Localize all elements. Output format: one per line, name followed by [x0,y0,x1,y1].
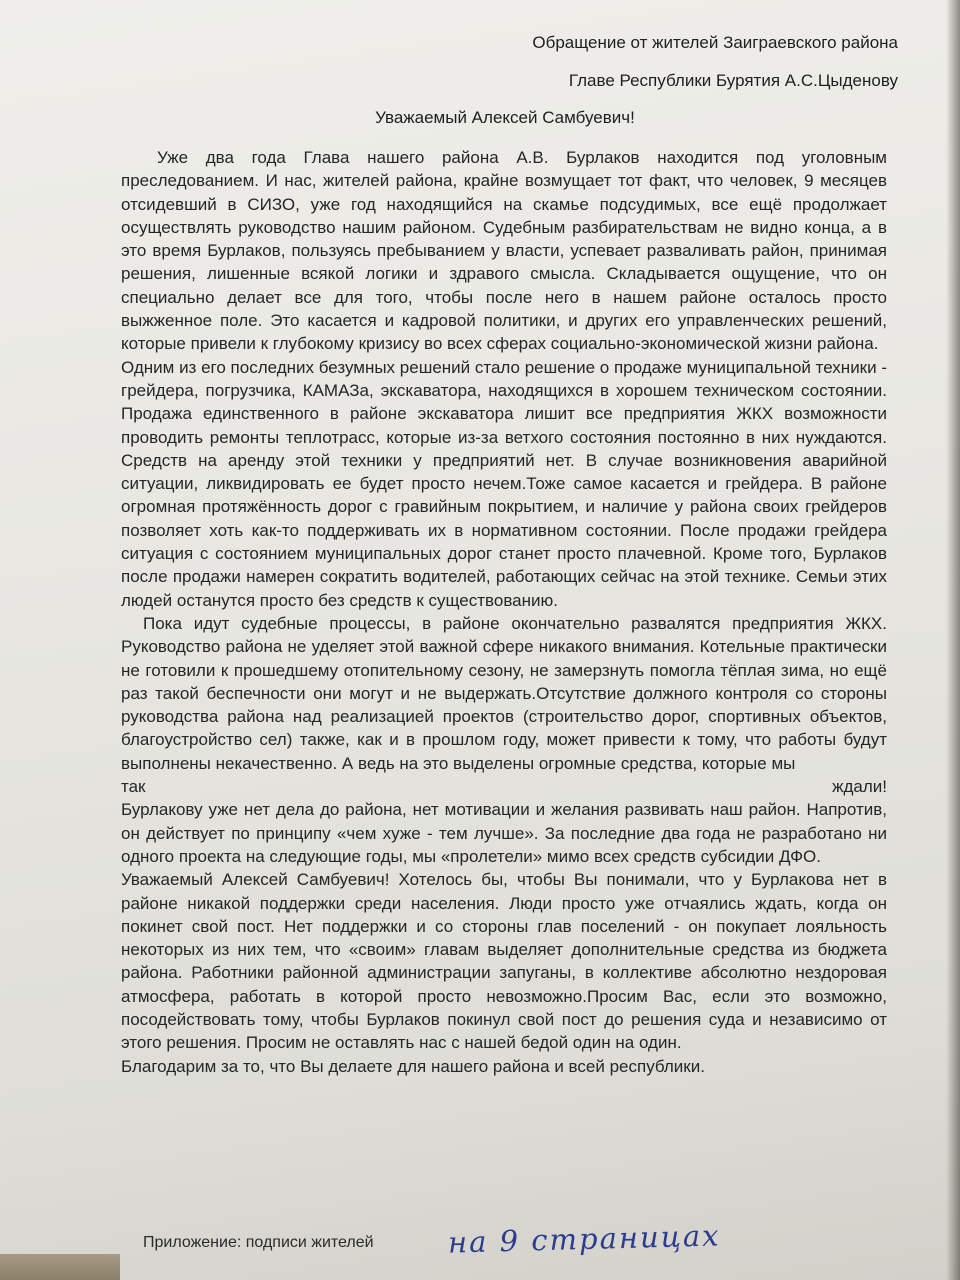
body-paragraph: Уважаемый Алексей Самбуевич! Хотелось бы, чтобы Вы понимали, что у Бурлакова нет в районе никакой поддержки среди населения. Люди просто уже отчаялись ждать, когда он покинет свой пост. Нет поддержки и со стороны глав поселений - он покупает лояльность некоторых из них тем, что «своим» главам выделяет дополнительные средства из бюджета района. Работники районной администрации запуганы, в коллективе абсолютно нездоровая атмосфера, работать в которой просто невозможно.Просим Вас, если это возможно, посодействовать тому, чтобы Бурлаков покинул свой пост до решения суда и независимо от этого решения. Просим не оставлять нас с нашей бедой один на один. [121,870,887,1053]
handwritten-note: на 9 страницах [447,1218,721,1260]
line-left-word: так [121,777,146,797]
line-right-word: ждали! [832,777,887,797]
justified-line [121,775,887,798]
page-edge-shadow [946,0,960,1280]
letter-salutation: Уважаемый Алексей Самбуевич! [375,108,635,127]
body-paragraph: Пока идут судебные процессы, в районе окончательно развалятся предприятия ЖКХ. Руководство района не уделяет этой важной сфере никакого внимания. Котельные практически не готовили к прошедшему отопительному сезону, не замерзнуть помогла тёплая зима, но ещё раз такой беспечности они могут и не выдержать.Отсутствие должного контроля со стороны руководства района над реализацией проектов (строительство дорог, спортивных объектов, благоустройство сел) также, как и в прошлом году, может привести к тому, что работы будут выполнены некачественно. А ведь на это выделены огромные средства, которые мы [121,613,887,773]
body-paragraph: Одним из его последних безумных решений стало решение о продаже муниципальной техники - грейдера, погрузчика, КАМАЗа, экскаватора, находящихся в хорошем техническом состоянии. Продажа единственного в районе экскаватора лишит все предприятия ЖКХ возможности проводить ремонты теплотрасс, которые из-за ветхого состояния постоянно в них нуждаются. Средств на аренду этой техники у предприятий нет. В случае возникновения аварийной ситуации, ликвидировать ее будет просто нечем.Тоже самое касается и грейдера. В районе огромная протяжённость дорог с гравийным покрытием, и наличие у района своих грейдеров позволяет хоть как-то поддерживать их в нормативном состоянии. После продажи грейдера ситуация с состоянием муниципальных дорог станет просто плачевной. Кроме того, Бурлаков после продажи намерен сократить водителей, работающих сейчас на этой технике. Семьи этих людей останутся просто без средств к существованию. [121,357,888,610]
letter-header-to: Главе Республики Бурятия А.С.Цыденову [568,71,898,90]
letter-body [121,146,887,1078]
letter-header-from: Обращение от жителей Заиграевского района [532,33,898,52]
body-paragraph: Уже два года Глава нашего района А.В. Бурлаков находится под уголовным преследованием. И нас, жителей района, крайне возмущает тот факт, что человек, 9 месяцев отсидевший в СИЗО, уже год находящийся на скамье подсудимых, все ещё продолжает осуществлять руководство нашим районом. Судебным разбирательствам не видно конца, а в это время Бурлаков, пользуясь пребыванием у власти, успевает разваливать район, принимая решения, лишенные всякой логики и здравого смысла. Складывается ощущение, что он специально делает все для того, чтобы после него в нашем районе осталось просто выжженное поле. Это касается и кадровой политики, и других его управленческих решений, которые привели к глубокому кризису во всех сферах социально-экономической жизни района. [121,148,887,354]
appendix-label: Приложение: подписи жителей [143,1234,374,1251]
closing-paragraph: Благодарим за то, что Вы делаете для нашего района и всей республики. [121,1056,705,1076]
body-paragraph: Бурлакову уже нет дела до района, нет мотивации и желания развивать наш район. Напротив, он действует по принципу «чем хуже - тем лучше». За последние два года не разработано ни одного проекта на следующие годы, мы «пролетели» мимо всех средств субсидии ДФО. [121,800,887,866]
desk-surface [0,1254,120,1280]
